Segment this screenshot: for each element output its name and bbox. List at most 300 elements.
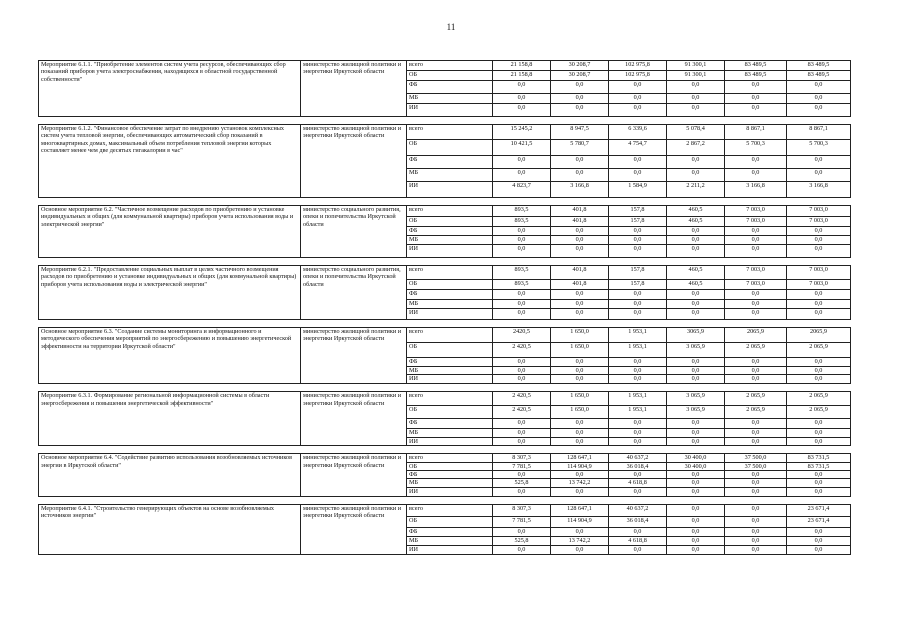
value-cell: 0,0	[493, 358, 551, 367]
value-cell: 2 065,9	[787, 392, 851, 406]
value-cell: 128 647,1	[551, 454, 609, 462]
executor-cell: министерство жилищной политики и энергетики Иркутской области	[301, 454, 407, 497]
value-cell: 0,0	[725, 309, 787, 320]
value-cell: 0,0	[787, 236, 851, 245]
value-cell: 0,0	[725, 156, 787, 169]
value-cell: 0,0	[667, 94, 725, 104]
value-cell: 4 618,8	[609, 479, 667, 487]
value-cell: 157,8	[609, 206, 667, 217]
separator-cell	[551, 198, 609, 206]
value-cell: 401,8	[551, 206, 609, 217]
separator-cell	[39, 496, 301, 504]
value-cell: 0,0	[787, 545, 851, 554]
value-cell: 2 867,2	[667, 140, 725, 156]
value-cell: 0,0	[667, 156, 725, 169]
value-cell: 157,8	[609, 280, 667, 290]
separator-cell	[551, 258, 609, 266]
value-cell: 0,0	[667, 227, 725, 236]
separator-cell	[39, 258, 301, 266]
value-cell: 5 078,4	[667, 125, 725, 140]
separator-cell	[787, 258, 851, 266]
value-cell: 0,0	[787, 429, 851, 437]
separator-cell	[609, 496, 667, 504]
value-cell: 0,0	[725, 358, 787, 367]
value-cell: 4 754,7	[609, 140, 667, 156]
separator-cell	[301, 384, 407, 392]
value-cell: 0,0	[493, 290, 551, 300]
value-cell: 0,0	[609, 300, 667, 309]
funding-source-cell: всего	[407, 392, 493, 406]
separator-cell	[493, 446, 551, 454]
value-cell: 0,0	[787, 309, 851, 320]
group-separator	[39, 117, 851, 125]
separator-cell	[493, 117, 551, 125]
value-cell: 0,0	[725, 437, 787, 445]
value-cell: 30 208,7	[551, 61, 609, 71]
separator-cell	[667, 320, 725, 328]
value-cell: 401,8	[551, 266, 609, 280]
funding-source-cell: ФБ	[407, 156, 493, 169]
value-cell: 0,0	[667, 309, 725, 320]
executor-cell: министерство жилищной политики и энергетики Иркутской области	[301, 61, 407, 117]
funding-source-cell: ОБ	[407, 516, 493, 527]
value-cell: 2 065,9	[725, 406, 787, 419]
separator-cell	[551, 446, 609, 454]
value-cell: 0,0	[493, 300, 551, 309]
separator-cell	[493, 384, 551, 392]
value-cell: 0,0	[667, 471, 725, 479]
separator-cell	[39, 117, 301, 125]
separator-cell	[39, 320, 301, 328]
table-row	[39, 504, 851, 516]
executor-cell: министерство жилищной политики и энергетики Иркутской области	[301, 504, 407, 554]
value-cell: 83 731,5	[787, 462, 851, 470]
value-cell: 8 947,5	[551, 125, 609, 140]
value-cell: 0,0	[493, 437, 551, 445]
value-cell: 893,5	[493, 280, 551, 290]
value-cell: 3 065,9	[667, 343, 725, 358]
value-cell: 0,0	[725, 94, 787, 104]
funding-source-cell: ОБ	[407, 280, 493, 290]
value-cell: 0,0	[551, 429, 609, 437]
separator-cell	[407, 446, 493, 454]
funding-source-cell: ИИ	[407, 375, 493, 384]
value-cell: 0,0	[609, 156, 667, 169]
value-cell: 0,0	[609, 290, 667, 300]
value-cell: 0,0	[493, 375, 551, 384]
value-cell: 15 245,2	[493, 125, 551, 140]
value-cell: 0,0	[667, 104, 725, 117]
value-cell: 0,0	[787, 437, 851, 445]
value-cell: 1 650,0	[551, 343, 609, 358]
separator-cell	[667, 117, 725, 125]
value-cell: 0,0	[725, 104, 787, 117]
funding-source-cell: ФБ	[407, 227, 493, 236]
value-cell: 40 637,2	[609, 504, 667, 516]
value-cell: 0,0	[493, 419, 551, 429]
value-cell: 0,0	[725, 504, 787, 516]
value-cell: 0,0	[667, 516, 725, 527]
value-cell: 0,0	[609, 169, 667, 182]
separator-cell	[667, 384, 725, 392]
executor-cell: министерство социального развития, опеки и попечительства Иркутской области	[301, 206, 407, 258]
value-cell: 0,0	[787, 227, 851, 236]
value-cell: 3 166,8	[725, 182, 787, 198]
separator-cell	[301, 117, 407, 125]
value-cell: 525,8	[493, 479, 551, 487]
value-cell: 83 489,5	[787, 71, 851, 81]
value-cell: 0,0	[725, 300, 787, 309]
value-cell: 0,0	[787, 169, 851, 182]
separator-cell	[493, 496, 551, 504]
funding-source-cell: ОБ	[407, 343, 493, 358]
separator-cell	[787, 384, 851, 392]
value-cell: 0,0	[609, 527, 667, 536]
value-cell: 0,0	[609, 245, 667, 258]
measure-cell: Мероприятие 6.4.1. "Строительство генерирующих объектов на основе возобновляемых источников энергии"	[39, 504, 301, 554]
value-cell: 0,0	[551, 375, 609, 384]
value-cell: 0,0	[609, 429, 667, 437]
funding-source-cell: МБ	[407, 236, 493, 245]
funding-source-cell: всего	[407, 125, 493, 140]
value-cell: 0,0	[667, 367, 725, 375]
separator-cell	[407, 384, 493, 392]
value-cell: 0,0	[667, 375, 725, 384]
separator-cell	[407, 320, 493, 328]
value-cell: 0,0	[609, 471, 667, 479]
value-cell: 0,0	[667, 81, 725, 94]
value-cell: 0,0	[551, 300, 609, 309]
value-cell: 460,5	[667, 280, 725, 290]
value-cell: 0,0	[551, 290, 609, 300]
funding-source-cell: ИИ	[407, 487, 493, 496]
value-cell: 5 780,7	[551, 140, 609, 156]
value-cell: 0,0	[551, 367, 609, 375]
value-cell: 0,0	[667, 429, 725, 437]
value-cell: 893,5	[493, 206, 551, 217]
separator-cell	[407, 117, 493, 125]
value-cell: 4 618,8	[609, 536, 667, 545]
value-cell: 40 637,2	[609, 454, 667, 462]
value-cell: 0,0	[667, 437, 725, 445]
value-cell: 0,0	[725, 487, 787, 496]
value-cell: 36 018,4	[609, 516, 667, 527]
value-cell: 1 953,1	[609, 406, 667, 419]
funding-source-cell: всего	[407, 61, 493, 71]
value-cell: 0,0	[493, 487, 551, 496]
value-cell: 0,0	[725, 536, 787, 545]
value-cell: 0,0	[551, 156, 609, 169]
value-cell: 8 307,3	[493, 504, 551, 516]
value-cell: 0,0	[787, 290, 851, 300]
value-cell: 2 420,5	[493, 343, 551, 358]
value-cell: 1 953,1	[609, 343, 667, 358]
value-cell: 0,0	[551, 487, 609, 496]
value-cell: 2 065,9	[787, 406, 851, 419]
value-cell: 0,0	[787, 358, 851, 367]
funding-source-cell: МБ	[407, 536, 493, 545]
value-cell: 83 731,5	[787, 454, 851, 462]
value-cell: 3065,9	[667, 328, 725, 343]
value-cell: 91 300,1	[667, 71, 725, 81]
value-cell: 0,0	[551, 358, 609, 367]
funding-source-cell: МБ	[407, 300, 493, 309]
value-cell: 0,0	[609, 81, 667, 94]
separator-cell	[551, 320, 609, 328]
funding-source-cell: ИИ	[407, 245, 493, 258]
separator-cell	[609, 117, 667, 125]
value-cell: 3 166,8	[787, 182, 851, 198]
value-cell: 0,0	[787, 536, 851, 545]
value-cell: 7 781,5	[493, 516, 551, 527]
table-row	[39, 266, 851, 280]
value-cell: 7 003,0	[787, 217, 851, 227]
funding-source-cell: ФБ	[407, 358, 493, 367]
value-cell: 23 671,4	[787, 504, 851, 516]
funding-source-cell: ФБ	[407, 81, 493, 94]
separator-cell	[609, 446, 667, 454]
value-cell: 1 650,0	[551, 406, 609, 419]
measure-cell: Мероприятие 6.1.2. "Финансовое обеспечение затрат по внедрению установок комплексных систем учета тепловой энергии, обеспечивающих автоматический сбор показаний в многоквартирных домах, максимальный объем потребления тепловой энергии которых составляет менее чем две десятых гигакалории в час"	[39, 125, 301, 198]
value-cell: 0,0	[787, 104, 851, 117]
value-cell: 8 867,1	[787, 125, 851, 140]
value-cell: 0,0	[609, 545, 667, 554]
value-cell: 893,5	[493, 266, 551, 280]
value-cell: 0,0	[667, 527, 725, 536]
value-cell: 0,0	[551, 437, 609, 445]
value-cell: 2 065,9	[787, 343, 851, 358]
value-cell: 0,0	[787, 375, 851, 384]
value-cell: 3 065,9	[667, 406, 725, 419]
value-cell: 114 904,9	[551, 516, 609, 527]
value-cell: 30 400,0	[667, 454, 725, 462]
value-cell: 0,0	[667, 169, 725, 182]
separator-cell	[39, 384, 301, 392]
value-cell: 0,0	[609, 94, 667, 104]
value-cell: 0,0	[609, 236, 667, 245]
value-cell: 0,0	[609, 367, 667, 375]
value-cell: 0,0	[493, 471, 551, 479]
separator-cell	[725, 117, 787, 125]
value-cell: 0,0	[667, 300, 725, 309]
table-row	[39, 328, 851, 343]
value-cell: 0,0	[493, 545, 551, 554]
measure-cell: Мероприятие 6.3.1. Формирование региональной информационной системы в области энергосбережения и повышения энергетической эффективности"	[39, 392, 301, 446]
value-cell: 0,0	[667, 504, 725, 516]
value-cell: 0,0	[609, 437, 667, 445]
separator-cell	[725, 258, 787, 266]
value-cell: 0,0	[551, 527, 609, 536]
value-cell: 0,0	[551, 81, 609, 94]
value-cell: 2 420,5	[493, 392, 551, 406]
value-cell: 0,0	[493, 94, 551, 104]
value-cell: 0,0	[725, 419, 787, 429]
funding-source-cell: ФБ	[407, 290, 493, 300]
value-cell: 7 003,0	[725, 206, 787, 217]
value-cell: 1 953,1	[609, 392, 667, 406]
value-cell: 37 500,0	[725, 454, 787, 462]
separator-cell	[787, 320, 851, 328]
value-cell: 0,0	[725, 527, 787, 536]
value-cell: 460,5	[667, 217, 725, 227]
value-cell: 0,0	[609, 309, 667, 320]
value-cell: 157,8	[609, 217, 667, 227]
separator-cell	[407, 496, 493, 504]
group-separator	[39, 384, 851, 392]
value-cell: 30 400,0	[667, 462, 725, 470]
separator-cell	[667, 446, 725, 454]
value-cell: 21 158,8	[493, 71, 551, 81]
value-cell: 157,8	[609, 266, 667, 280]
separator-cell	[609, 258, 667, 266]
table-row	[39, 206, 851, 217]
value-cell: 0,0	[725, 81, 787, 94]
value-cell: 0,0	[725, 471, 787, 479]
separator-cell	[609, 320, 667, 328]
value-cell: 0,0	[493, 309, 551, 320]
value-cell: 2 420,5	[493, 406, 551, 419]
value-cell: 0,0	[725, 367, 787, 375]
value-cell: 401,8	[551, 280, 609, 290]
separator-cell	[301, 258, 407, 266]
separator-cell	[667, 496, 725, 504]
value-cell: 7 003,0	[787, 266, 851, 280]
value-cell: 0,0	[667, 487, 725, 496]
value-cell: 460,5	[667, 206, 725, 217]
executor-cell: министерство социального развития, опеки и попечительства Иркутской области	[301, 266, 407, 320]
value-cell: 0,0	[725, 375, 787, 384]
value-cell: 83 489,5	[787, 61, 851, 71]
separator-cell	[493, 198, 551, 206]
separator-cell	[787, 446, 851, 454]
value-cell: 13 742,2	[551, 536, 609, 545]
value-cell: 2 065,9	[725, 343, 787, 358]
value-cell: 0,0	[493, 236, 551, 245]
value-cell: 0,0	[787, 245, 851, 258]
executor-cell: министерство жилищной политики и энергетики Иркутской области	[301, 125, 407, 198]
value-cell: 102 975,8	[609, 61, 667, 71]
value-cell: 0,0	[551, 545, 609, 554]
funding-source-cell: МБ	[407, 169, 493, 182]
funding-source-cell: ОБ	[407, 462, 493, 470]
value-cell: 0,0	[493, 81, 551, 94]
funding-source-cell: ОБ	[407, 406, 493, 419]
separator-cell	[725, 198, 787, 206]
measure-cell: Основное мероприятие 6.3. "Создание системы мониторинга и информационного и методического обеспечения мероприятий по энергосбережению и повышению энергетической эффективности на территории Иркутской области"	[39, 328, 301, 384]
value-cell: 7 003,0	[725, 280, 787, 290]
funding-source-cell: ОБ	[407, 71, 493, 81]
executor-cell: министерство жилищной политики и энергетики Иркутской области	[301, 392, 407, 446]
value-cell: 2 065,9	[725, 392, 787, 406]
value-cell: 6 339,6	[609, 125, 667, 140]
separator-cell	[667, 198, 725, 206]
value-cell: 7 003,0	[725, 266, 787, 280]
funding-source-cell: всего	[407, 454, 493, 462]
separator-cell	[39, 198, 301, 206]
value-cell: 2420,5	[493, 328, 551, 343]
separator-cell	[493, 258, 551, 266]
value-cell: 1 650,0	[551, 392, 609, 406]
value-cell: 0,0	[551, 236, 609, 245]
group-separator	[39, 496, 851, 504]
value-cell: 1 584,9	[609, 182, 667, 198]
value-cell: 0,0	[609, 487, 667, 496]
funding-source-cell: МБ	[407, 479, 493, 487]
funding-source-cell: всего	[407, 328, 493, 343]
value-cell: 83 489,5	[725, 71, 787, 81]
separator-cell	[725, 320, 787, 328]
value-cell: 893,5	[493, 217, 551, 227]
funding-source-cell: всего	[407, 504, 493, 516]
separator-cell	[551, 496, 609, 504]
value-cell: 30 208,7	[551, 71, 609, 81]
value-cell: 0,0	[609, 375, 667, 384]
value-cell: 0,0	[609, 104, 667, 117]
value-cell: 0,0	[787, 479, 851, 487]
value-cell: 7 003,0	[725, 217, 787, 227]
value-cell: 0,0	[725, 290, 787, 300]
value-cell: 525,8	[493, 536, 551, 545]
value-cell: 0,0	[551, 245, 609, 258]
value-cell: 0,0	[725, 545, 787, 554]
separator-cell	[787, 117, 851, 125]
separator-cell	[551, 384, 609, 392]
separator-cell	[787, 198, 851, 206]
value-cell: 83 489,5	[725, 61, 787, 71]
value-cell: 0,0	[787, 81, 851, 94]
value-cell: 0,0	[787, 471, 851, 479]
table-row	[39, 61, 851, 71]
separator-cell	[39, 446, 301, 454]
value-cell: 0,0	[493, 104, 551, 117]
value-cell: 0,0	[667, 419, 725, 429]
value-cell: 0,0	[787, 527, 851, 536]
value-cell: 0,0	[493, 527, 551, 536]
separator-cell	[725, 496, 787, 504]
value-cell: 1 650,0	[551, 328, 609, 343]
value-cell: 7 781,5	[493, 462, 551, 470]
funding-source-cell: МБ	[407, 429, 493, 437]
funding-source-cell: ИИ	[407, 309, 493, 320]
value-cell: 37 500,0	[725, 462, 787, 470]
separator-cell	[493, 320, 551, 328]
value-cell: 2 211,2	[667, 182, 725, 198]
page-number: 11	[446, 22, 456, 32]
value-cell: 0,0	[787, 367, 851, 375]
value-cell: 5 700,3	[725, 140, 787, 156]
value-cell: 0,0	[725, 429, 787, 437]
value-cell: 8 307,3	[493, 454, 551, 462]
group-separator	[39, 446, 851, 454]
value-cell: 3 166,8	[551, 182, 609, 198]
separator-cell	[301, 320, 407, 328]
value-cell: 0,0	[493, 367, 551, 375]
executor-cell: министерство жилищной политики и энергетики Иркутской области	[301, 328, 407, 384]
value-cell: 0,0	[493, 169, 551, 182]
value-cell: 0,0	[493, 429, 551, 437]
funding-source-cell: ФБ	[407, 471, 493, 479]
separator-cell	[301, 198, 407, 206]
value-cell: 5 700,3	[787, 140, 851, 156]
funding-source-cell: ФБ	[407, 419, 493, 429]
funding-source-cell: МБ	[407, 94, 493, 104]
value-cell: 0,0	[667, 479, 725, 487]
funding-source-cell: всего	[407, 206, 493, 217]
value-cell: 114 904,9	[551, 462, 609, 470]
value-cell: 460,5	[667, 266, 725, 280]
value-cell: 401,8	[551, 217, 609, 227]
value-cell: 0,0	[787, 156, 851, 169]
